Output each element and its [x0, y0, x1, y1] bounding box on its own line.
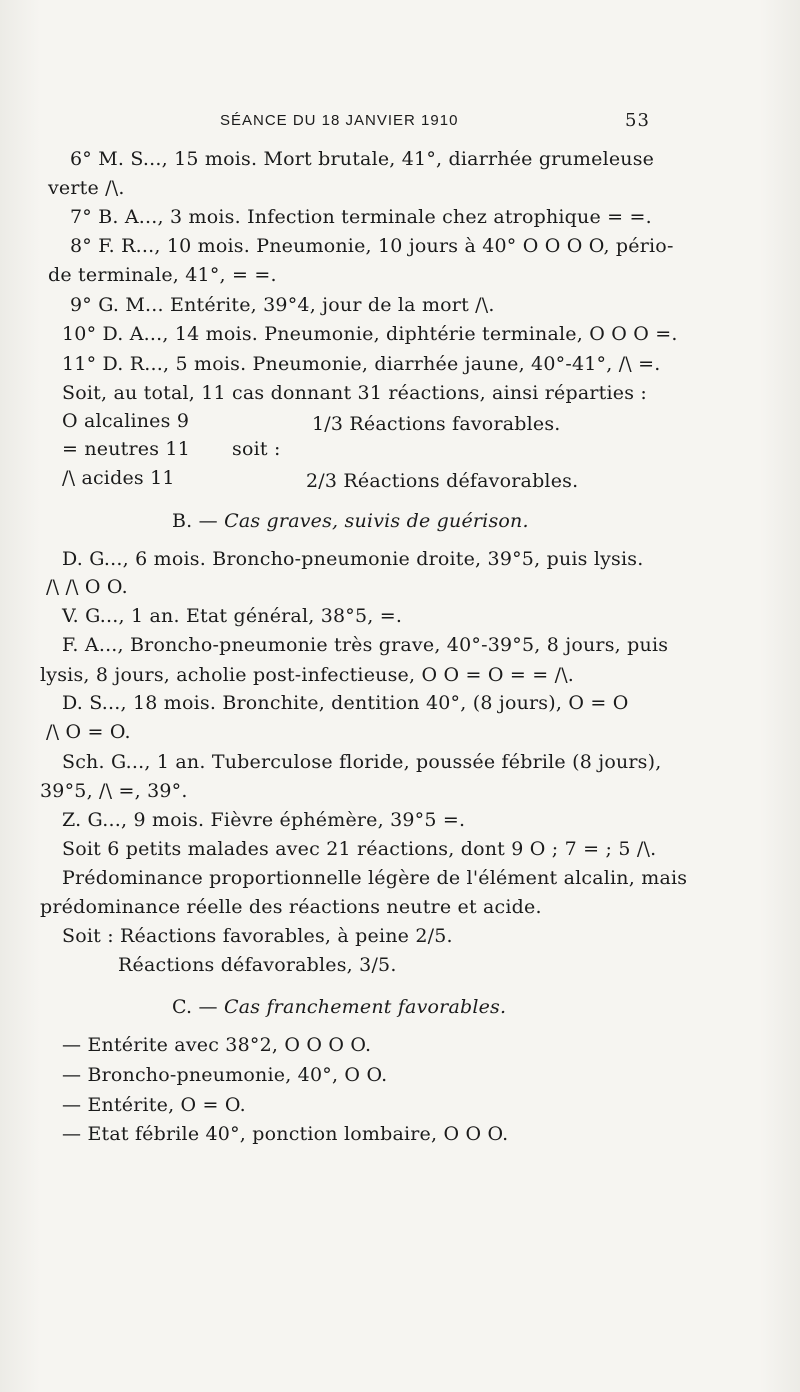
case-line-11: 11° D. R..., 5 mois. Pneumonie, diarrhée jaune, 40°-41°, /\ =. — [62, 353, 661, 375]
summary-acid: /\ acides 11 — [62, 467, 175, 489]
section-b-line-5: lysis, 8 jours, acholie post-infectieuse, O O = O = = /\. — [40, 664, 575, 686]
section-c-line-4: — Etat fébrile 40°, ponction lombaire, O O O. — [62, 1123, 509, 1145]
section-b-line-3: V. G..., 1 an. Etat général, 38°5, =. — [62, 605, 403, 627]
section-b-line-7: /\ O = O. — [46, 721, 131, 743]
total-summary-line: Soit, au total, 11 cas donnant 31 réactions, ainsi réparties : — [62, 382, 648, 404]
section-b-heading — [172, 510, 529, 532]
section-c-line-3: — Entérite, O = O. — [62, 1094, 246, 1116]
section-c-heading — [172, 996, 506, 1018]
section-b-title: Cas graves, suivis de guérison. — [224, 510, 529, 532]
section-c-prefix: C. — — [172, 996, 218, 1018]
section-b-line-10: Z. G..., 9 mois. Fièvre éphémère, 39°5 =. — [62, 809, 466, 831]
summary-neutral: = neutres 11 — [62, 438, 191, 460]
section-b-line-15: Réactions défavorables, 3/5. — [118, 954, 397, 976]
section-c-title: Cas franchement favorables. — [224, 996, 507, 1018]
section-b-line-13: prédominance réelle des réactions neutre et acide. — [40, 896, 542, 918]
summary-favorable: 1/3 Réactions favorables. — [312, 413, 561, 435]
section-b-line-9: 39°5, /\ =, 39°. — [40, 780, 188, 802]
section-b-line-14: Soit : Réactions favorables, à peine 2/5. — [62, 925, 453, 947]
section-b-line-8: Sch. G..., 1 an. Tuberculose floride, poussée fébrile (8 jours), — [62, 751, 662, 773]
header-title: SÉANCE DU 18 JANVIER 1910 — [220, 112, 459, 129]
case-line-10: 10° D. A..., 14 mois. Pneumonie, diphtérie terminale, O O O =. — [62, 323, 678, 345]
case-line-6-cont: verte /\. — [48, 177, 125, 199]
page-number: 53 — [625, 110, 650, 131]
summary-soit: soit : — [232, 438, 281, 460]
summary-alkaline: O alcalines 9 — [62, 410, 190, 432]
section-b-line-1: D. G..., 6 mois. Broncho-pneumonie droite, 39°5, puis lysis. — [62, 548, 644, 570]
section-b-line-12: Prédominance proportionnelle légère de l'élément alcalin, mais — [62, 867, 688, 889]
section-c-line-2: — Broncho-pneumonie, 40°, O O. — [62, 1064, 388, 1086]
section-c-line-1: — Entérite avec 38°2, O O O O. — [62, 1034, 372, 1056]
section-b-line-4: F. A..., Broncho-pneumonie très grave, 40°-39°5, 8 jours, puis — [62, 634, 669, 656]
case-line-7: 7° B. A..., 3 mois. Infection terminale chez atrophique = =. — [70, 206, 652, 228]
case-line-6: 6° M. S..., 15 mois. Mort brutale, 41°, diarrhée grumeleuse — [70, 148, 655, 170]
section-b-line-11: Soit 6 petits malades avec 21 réactions, dont 9 O ; 7 = ; 5 /\. — [62, 838, 657, 860]
case-line-8: 8° F. R..., 10 mois. Pneumonie, 10 jours à 40° O O O O, pério- — [70, 235, 674, 257]
case-line-9: 9° G. M... Entérite, 39°4, jour de la mort /\. — [70, 294, 495, 316]
case-line-8-cont: de terminale, 41°, = =. — [48, 264, 277, 286]
section-b-line-6: D. S..., 18 mois. Bronchite, dentition 40°, (8 jours), O = O — [62, 692, 629, 714]
section-b-prefix: B. — — [172, 510, 218, 532]
section-b-line-2: /\ /\ O O. — [46, 576, 128, 598]
summary-unfavorable: 2/3 Réactions défavorables. — [306, 470, 579, 492]
